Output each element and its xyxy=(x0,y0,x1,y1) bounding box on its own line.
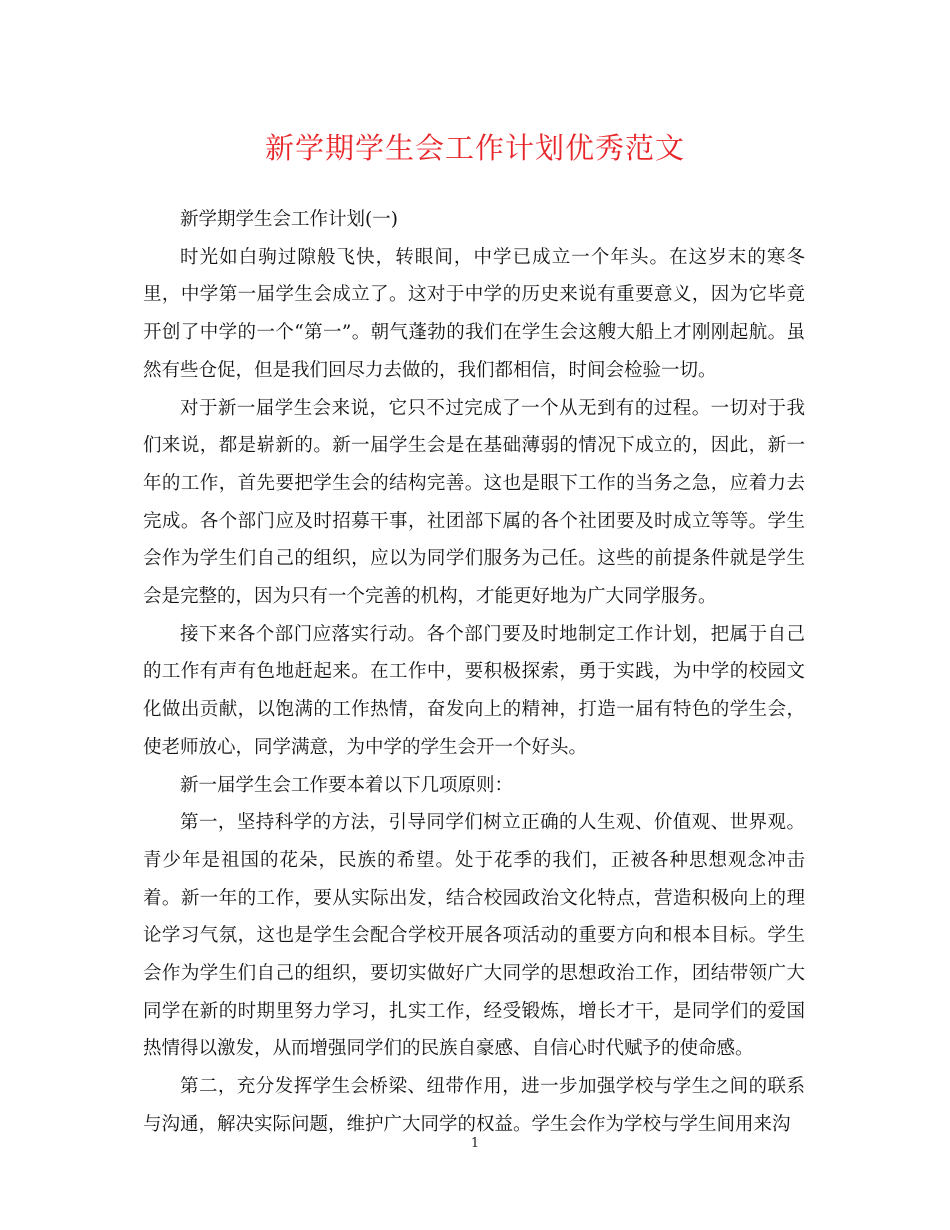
section-heading: 新学期学生会工作计划(一) xyxy=(180,209,398,230)
document-title: 新学期学生会工作计划优秀范文 xyxy=(264,131,685,165)
document-body xyxy=(143,201,805,1144)
paragraph: 接下来各个部门应落实行动。各个部门要及时地制定工作计划，把属于自己的工作有声有色地赶起来。在工作中，要积极探索，勇于实践，为中学的校园文化做出贡献，以饱满的工作热情，奋发向上的精神，打造一届有特色的学生会，使老师放心，同学满意，为中学的学生会开一个好头。 xyxy=(143,623,805,758)
paragraph: 对于新一届学生会来说，它只不过完成了一个从无到有的过程。一切对于我们来说，都是崭新的。新一届学生会是在基础薄弱的情况下成立的，因此，新一年的工作，首先要把学生会的结构完善。这也是眼下工作的当务之急，应着力去完成。各个部门应及时招募干事，社团部下属的各个社团要及时成立等等。学生会作为学生们自己的组织，应以为同学们服务为己任。这些的前提条件就是学生会是完整的，因为只有一个完善的机构，才能更好地为广大同学服务。 xyxy=(143,397,805,608)
paragraph: 时光如白驹过隙般飞快，转眼间，中学已成立一个年头。在这岁末的寒冬里，中学第一届学生会成立了。这对于中学的历史来说有重要意义，因为它毕竟开创了中学的一个“第一”。朝气蓬勃的我们在学生会这艘大船上才刚刚起航。虽然有些仓促，但是我们回尽力去做的，我们都相信，时间会检验一切。 xyxy=(143,246,805,381)
paragraph: 第二，充分发挥学生会桥梁、纽带作用，进一步加强学校与学生之间的联系与沟通，解决实际问题，维护广大同学的权益。学生会作为学校与学生间用来沟 xyxy=(143,1076,805,1135)
paragraph: 第一，坚持科学的方法，引导同学们树立正确的人生观、价值观、世界观。青少年是祖国的花朵，民族的希望。处于花季的我们，正被各种思想观念冲击着。新一年的工作，要从实际出发，结合校园政治文化特点，营造积极向上的理论学习气氛，这也是学生会配合学校开展各项活动的重要方向和根本目标。学生会作为学生们自己的组织，要切实做好广大同学的思想政治工作，团结带领广大同学在新的时期里努力学习，扎实工作，经受锻炼，增长才干，是同学们的爱国热情得以激发，从而增强同学们的民族自豪感、自信心时代赋予的使命感。 xyxy=(143,812,805,1060)
page-number: 1 xyxy=(470,1136,480,1151)
paragraph: 新一届学生会工作要本着以下几项原则： xyxy=(180,774,514,796)
